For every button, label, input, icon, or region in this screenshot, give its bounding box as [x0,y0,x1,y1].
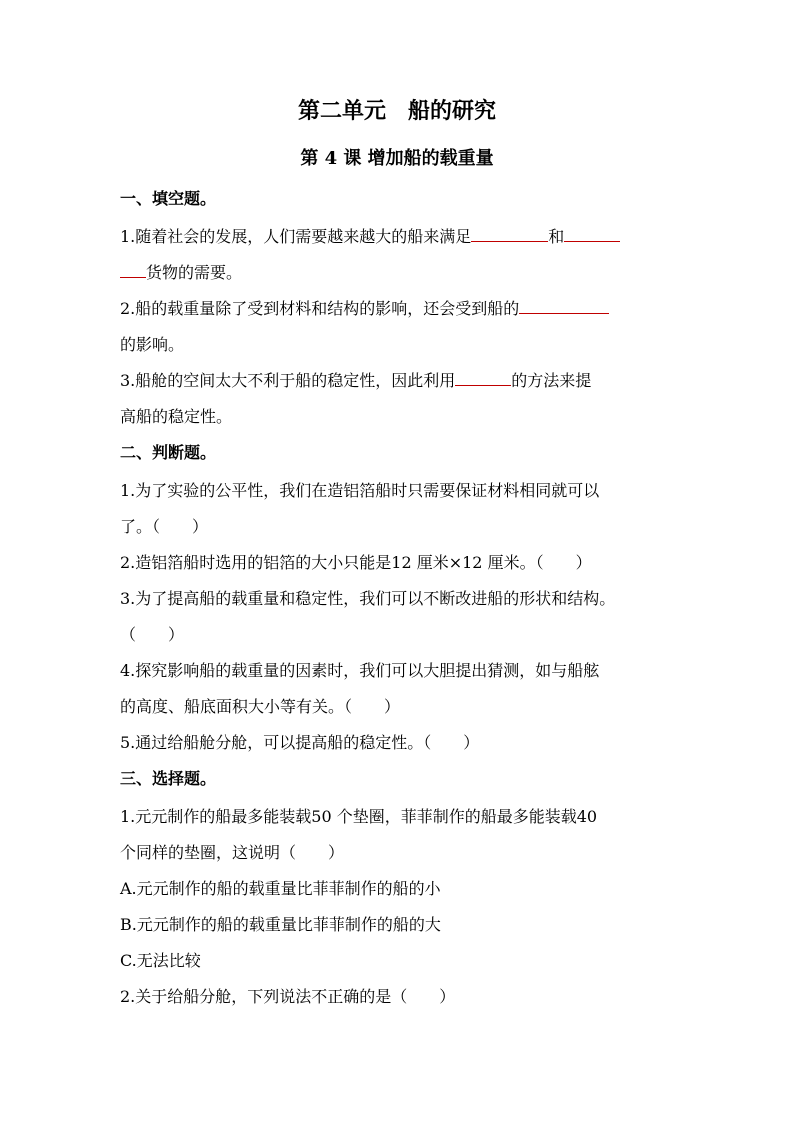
answer-blank[interactable] [564,225,620,242]
choice-option-a: A.元元制作的船的载重量比菲菲制作的船的小 [120,879,441,898]
fill-question-3-mid: 的方法来提 [511,371,592,390]
fill-question-1-and: 和 [548,227,565,246]
fill-question-2-line-1 [120,296,609,319]
lesson-title: 第 4 课 增加船的载重量 [300,148,494,169]
section-fill-heading: 一、填空题。 [120,189,217,208]
judge-question-5: 5.通过给船舱分舱，可以提高船的稳定性。（ ） [120,733,480,752]
fill-question-3-line-2: 高船的稳定性。 [120,407,233,426]
unit-title: 第二单元 船的研究 [297,98,496,124]
choice-question-1-line-1: 1.元元制作的船最多能装载50 个垫圈，菲菲制作的船最多能装载40 [120,807,598,826]
fill-question-3-text: 3.船舱的空间太大不利于船的稳定性，因此利用 [120,371,456,390]
judge-question-3-line-2: （ ） [120,625,185,644]
choice-option-c: C.无法比较 [120,951,201,970]
fill-question-1-line-1 [120,224,620,247]
answer-blank[interactable] [471,225,548,242]
answer-blank[interactable] [120,261,146,278]
fill-question-1-line-2 [120,260,242,283]
choice-question-2: 2.关于给船分舱，下列说法不正确的是（ ） [120,987,456,1006]
section-judge-heading: 二、判断题。 [120,443,217,462]
choice-question-1-line-2: 个同样的垫圈，这说明（ ） [120,843,345,862]
answer-blank[interactable] [519,297,609,314]
judge-question-4-line-2: 的高度、船底面积大小等有关。（ ） [120,697,401,716]
fill-question-1-text: 1.随着社会的发展，人们需要越来越大的船来满足 [120,227,472,246]
judge-question-1-line-2: 了。（ ） [120,517,209,536]
judge-question-2: 2.造铝箔船时选用的铝箔的大小只能是12 厘米×12 厘米。（ ） [120,553,592,572]
fill-question-1-tail: 货物的需要。 [146,263,243,282]
answer-blank[interactable] [455,369,511,386]
judge-question-4-line-1: 4.探究影响船的载重量的因素时，我们可以大胆提出猜测，如与船舷 [120,661,600,680]
fill-question-3-line-1 [120,368,591,391]
fill-question-2-text: 2.船的载重量除了受到材料和结构的影响，还会受到船的 [120,299,520,318]
fill-question-2-line-2: 的影响。 [120,335,185,354]
judge-question-1-line-1: 1.为了实验的公平性，我们在造铝箔船时只需要保证材料相同就可以 [120,481,600,500]
judge-question-3-line-1: 3.为了提高船的载重量和稳定性，我们可以不断改进船的形状和结构。 [120,589,616,608]
choice-option-b: B.元元制作的船的载重量比菲菲制作的船的大 [120,915,441,934]
section-choice-heading: 三、选择题。 [120,769,217,788]
